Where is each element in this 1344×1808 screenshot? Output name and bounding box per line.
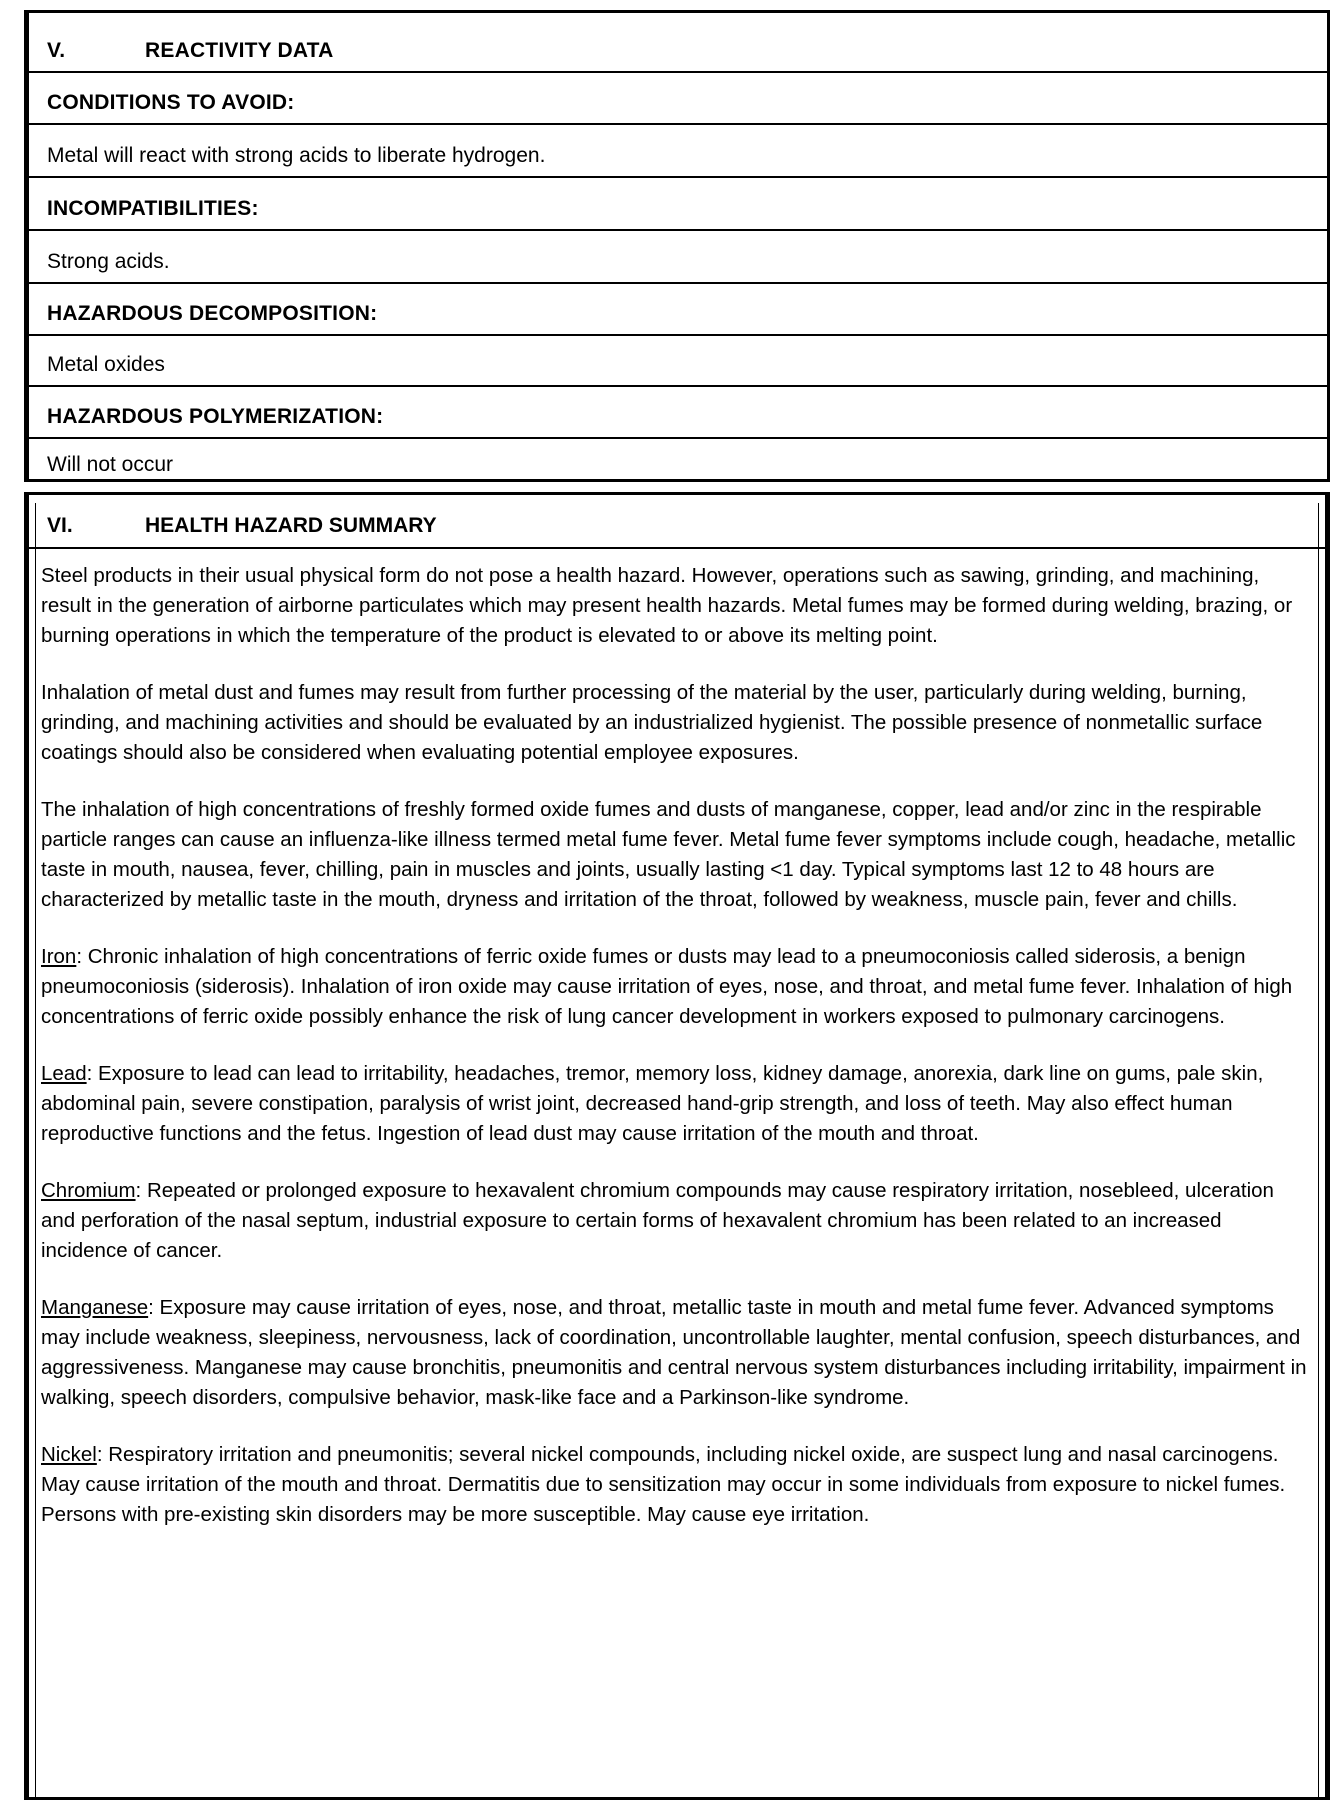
paragraph-nickel: [41, 1440, 1311, 1530]
paragraph-chromium: [41, 1176, 1311, 1266]
decomp-label: HAZARDOUS DECOMPOSITION:: [47, 302, 378, 325]
polymer-label: HAZARDOUS POLYMERIZATION:: [47, 405, 384, 428]
section-heading: [47, 514, 437, 538]
section-number: VI.: [47, 514, 73, 537]
incompat-label-row: [29, 178, 1327, 231]
conditions-label: CONDITIONS TO AVOID:: [47, 91, 295, 114]
lead-text: : Exposure to lead can lead to irritability, headaches, tremor, memory loss, kidney damage, anorexia, dark line on gums, pale skin, abdominal pain, severe constipation, paralysis of wrist joint, decreased hand-grip strength, and loss of teeth. May also effect human reproductive functions and the fetus. Ingestion of lead dust may cause irritation of the mouth and throat.: [41, 1062, 1264, 1145]
manganese-text: : Exposure may cause irritation of eyes, nose, and throat, metallic taste in mouth and metal fume fever. Advanced symptoms may include weakness, sleepiness, nervousness, lack of coordination, uncontrollable laughter, mental confusion, speech disturbances, and aggressiveness. Manganese may cause bronchitis, pneumonitis and central nervous system disturbances including irritability, impairment in walking, speech disorders, compulsive behavior, mask-like face and a Parkinson-like syndrome.: [41, 1296, 1307, 1409]
lead-label: Lead: [41, 1062, 87, 1085]
paragraph-metal-fume-fever: The inhalation of high concentrations of freshly formed oxide fumes and dusts of manganese, copper, lead and/or zinc in the respirable particle ranges can cause an influenza-like illness termed metal fume fever. Metal fume fever symptoms include cough, headache, metallic taste in mouth, nausea, fever, chilling, pain in muscles and joints, usually lasting <1 day. Typical symptoms last 12 to 48 hours are characterized by metallic taste in the mouth, dryness and irritation of the throat, followed by weakness, muscle pain, fever and chills.: [41, 798, 1296, 911]
conditions-value: Metal will react with strong acids to liberate hydrogen.: [47, 144, 546, 167]
incompat-value-row: [29, 231, 1327, 284]
paragraph-lead: [41, 1059, 1311, 1149]
incompat-value: Strong acids.: [47, 250, 170, 273]
msds-page: [24, 10, 1332, 1800]
section-heading: [47, 39, 334, 63]
reactivity-section: [24, 10, 1330, 482]
iron-text: : Chronic inhalation of high concentrations of ferric oxide fumes or dusts may lead to a pneumoconiosis called siderosis, a benign pneumoconiosis (siderosis). Inhalation of iron oxide may cause irritation of eyes, nose, and throat, and metal fume fever. Inhalation of high concentrations of ferric oxide possibly enhance the risk of lung cancer development in workers exposed to pulmonary carcinogens.: [41, 945, 1293, 1028]
decomp-value-row: [29, 336, 1327, 387]
paragraph-iron: [41, 942, 1311, 1032]
polymer-value: Will not occur: [47, 453, 174, 476]
health-body: [41, 561, 1311, 1557]
conditions-value-row: [29, 125, 1327, 178]
paragraph-manganese: [41, 1293, 1311, 1413]
incompat-label: INCOMPATIBILITIES:: [47, 197, 259, 220]
decomp-value: Metal oxides: [47, 353, 165, 376]
chromium-label: Chromium: [41, 1179, 136, 1202]
section-title: HEALTH HAZARD SUMMARY: [145, 514, 437, 537]
section-title: REACTIVITY DATA: [145, 39, 334, 62]
polymer-label-row: [29, 387, 1327, 439]
health-hazard-section: [24, 492, 1330, 1800]
section-number: V.: [47, 39, 66, 62]
chromium-text: : Repeated or prolonged exposure to hexavalent chromium compounds may cause respiratory irritation, nosebleed, ulceration and perforation of the nasal septum, industrial exposure to certain forms of hexavalent chromium has been related to an increased incidence of cancer.: [41, 1179, 1274, 1262]
paragraph-general: Steel products in their usual physical form do not pose a health hazard. However, operations such as sawing, grinding, and machining, result in the generation of airborne particulates which may present health hazards. Metal fumes may be formed during welding, brazing, or burning operations in which the temperature of the product is elevated to or above its melting point.: [41, 564, 1293, 647]
iron-label: Iron: [41, 945, 77, 968]
polymer-value-row: [29, 439, 1327, 479]
reactivity-header-row: [29, 13, 1327, 73]
health-header-row: [29, 495, 1325, 549]
nickel-label: Nickel: [41, 1443, 97, 1466]
nickel-text: : Respiratory irritation and pneumonitis; several nickel compounds, including nickel oxide, are suspect lung and nasal carcinogens. May cause irritation of the mouth and throat. Dermatitis due to sensitization may occur in some individuals from exposure to nickel fumes. Persons with pre-existing skin disorders may be more susceptible. May cause eye irritation.: [41, 1443, 1286, 1526]
manganese-label: Manganese: [41, 1296, 149, 1319]
decomp-label-row: [29, 284, 1327, 336]
conditions-label-row: [29, 73, 1327, 125]
paragraph-inhalation: Inhalation of metal dust and fumes may result from further processing of the material by the user, particularly during welding, burning, grinding, and machining activities and should be evaluated by an industrialized hygienist. The possible presence of nonmetallic surface coatings should also be considered when evaluating potential employee exposures.: [41, 681, 1263, 764]
